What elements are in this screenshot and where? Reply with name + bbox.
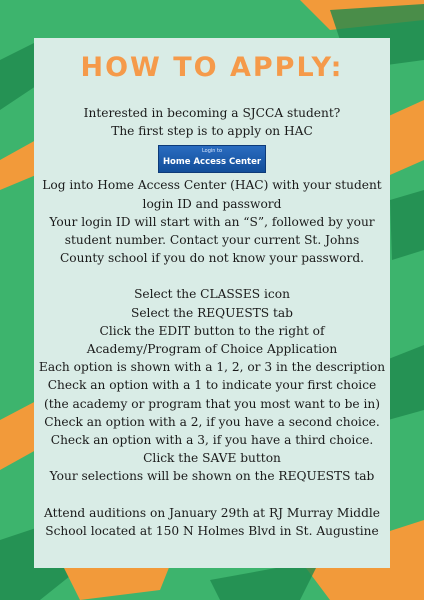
- login-line: login ID and password: [142, 196, 282, 211]
- page-title: HOW TO APPLY:: [80, 52, 344, 83]
- audition-line: School located at 150 N Holmes Blvd in St. Augustine: [45, 523, 379, 538]
- step-line: Your selections will be shown on the REQUESTS tab: [49, 469, 375, 484]
- login-line: student number. Contact your current St. Johns: [64, 233, 360, 248]
- step-line: Click the SAVE button: [143, 451, 281, 466]
- spacer: [30, 267, 394, 285]
- login-line: County school if you do not know your password.: [59, 251, 365, 266]
- step-line: Academy/Program of Choice Application: [86, 342, 338, 357]
- logo-top-text: Login to: [201, 148, 223, 155]
- audition-line: Attend auditions on January 29th at RJ Murray Middle: [43, 505, 380, 520]
- intro-line: The first step is to apply on HAC: [111, 124, 313, 139]
- step-line: Click the EDIT button to the right of: [99, 323, 325, 338]
- logo-main-text: Home Access Center: [162, 157, 262, 168]
- login-line: Your login ID will start with an “S”, followed by your: [49, 214, 375, 229]
- spacer: [30, 486, 394, 504]
- home-access-center-logo: [158, 145, 266, 173]
- step-line: Select the REQUESTS tab: [130, 305, 293, 320]
- step-line: Each option is shown with a 1, 2, or 3 in the description: [38, 360, 386, 375]
- step-line: (the academy or program that you most want to be in): [43, 396, 381, 411]
- step-line: Check an option with a 1 to indicate your first choice: [47, 378, 377, 393]
- step-line: Check an option with a 2, if you have a second choice.: [44, 414, 380, 429]
- instructions: [30, 104, 394, 540]
- step-line: Check an option with a 3, if you have a third choice.: [50, 433, 374, 448]
- login-line: Log into Home Access Center (HAC) with your student: [42, 178, 382, 193]
- step-line: Select the CLASSES icon: [134, 287, 290, 302]
- intro-line: Interested in becoming a SJCCA student?: [83, 106, 341, 120]
